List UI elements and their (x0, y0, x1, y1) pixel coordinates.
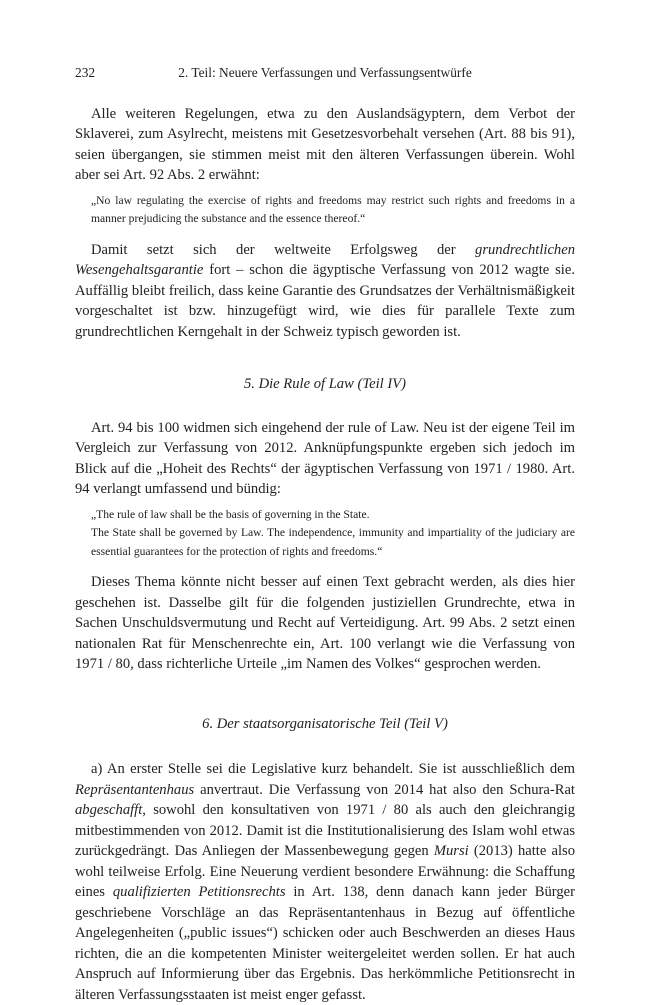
paragraph-5-italic-4: qualifizierten Petitionsrechts (112, 884, 286, 900)
paragraph-5-text-1: a) An erster Stelle sei die Legislative kurz behandelt. Sie ist ausschließlich dem (91, 761, 575, 777)
quote-2-line-2: The State shall be governed by Law. The independence, immunity and impartiality of the judiciary are essential guarantees for the protection of rights and freedoms.“ (91, 526, 575, 558)
paragraph-2-text-a: Damit setzt sich der weltweite Erfolgsweg der (91, 241, 476, 258)
paragraph-4: Dieses Thema könnte nicht besser auf einen Text gebracht werden, als dies hier geschehen ist. Dasselbe gilt für die folgenden justiziellen Grundrechte, etwa in Sachen Unschuldsvermutung und Recht auf Verteidigung. Art. 99 Abs. 2 setzt einen nationalen Rat für Menschenrechte ein, Art. 100 verlangt wie die Verfassung von 1971 / 80, dass richterliche Urteile „im Namen des Volkes“ gesprochen werden. (75, 574, 575, 672)
paragraph-5-text-2: anvertraut. Die Verfassung von 2014 hat also den Schura-Rat (194, 781, 575, 798)
paragraph-2-italic: grundrechtlichen Wesengehaltsgarantie (75, 241, 575, 278)
paragraph-5-text-3: , sowohl den konsultativen von 1971 / 80 als auch den gleichrangig mitbestimmenden von 2012. Damit ist die Institutionalisierung des Islam wohl etwas zurückgedrängt. Das Anliegen der Massenbewegung gegen (75, 802, 575, 859)
paragraph-5 (75, 759, 575, 1005)
book-page (75, 63, 575, 1005)
page-number: 232 (75, 65, 96, 80)
section-heading-5: 5. Die Rule of Law (Teil IV) (243, 376, 406, 392)
paragraph-2 (75, 240, 575, 343)
quote-1-text: „No law regulating the exercise of rights and freedoms may restrict such rights and freedoms in a manner prejudicing the substance and the essence thereof.“ (91, 193, 575, 225)
paragraph-5-text-5: in Art. 138, denn danach kann jeder Bürger geschriebene Vorschläge an das Repräsentantenhaus in Bezug auf öffentliche Angelegenheiten („public issues“) schicken oder auch Beschwerden an dieses Haus richten, die an die kompetenten Minister weitergeleitet werden sollen. Er hat auch Anspruch auf Informierung über das Ergebnis. Das herkömmliche Petitionsrecht in älteren Verfassungsstaaten ist meist enger gefasst. (75, 884, 575, 1003)
paragraph-2-text-b: fort – schon die ägyptische Verfassung von 2012 wagte sie. Auffällig bleibt freilich, dass keine Garantie des Grundsatzes der Verhältnismäßigkeit vorgeschaltet ist bzw. hinzugefügt wird, wie dies für parallele Texte zum grundrechtlichen Kerngehalt in der Schweiz typisch geworden ist. (75, 262, 575, 340)
paragraph-3: Art. 94 bis 100 widmen sich eingehend der rule of Law. Neu ist der eigene Teil im Vergleich zur Verfassung von 2012. Anknüpfungspunkte ergeben sich jedoch im Blick auf die „Hoheit des Rechts“ der ägyptischen Verfassung von 1971 / 1980. Art. 94 verlangt umfassend und bündig: (75, 419, 575, 497)
paragraph-5-text-4: (2013) hatte also wohl teilweise Erfolg. Eine Neuerung verdient besondere Erwähnung: die Schaffung eines (75, 843, 575, 900)
running-title: 2. Teil: Neuere Verfassungen und Verfassungsentwürfe (178, 65, 472, 80)
paragraph-5-italic-3: Mursi (433, 843, 469, 859)
paragraph-1: Alle weiteren Regelungen, etwa zu den Auslandsägyptern, dem Verbot der Sklaverei, zum Asylrecht, meistens mit Gesetzesvorbehalt versehen (Art. 88 bis 91), seien übergangen, sie stimmen meist mit den älteren Verfassungen überein. Wohl aber sei Art. 92 Abs. 2 erwähnt: (75, 105, 575, 183)
running-header (75, 63, 575, 84)
quote-2-line-1: „The rule of law shall be the basis of governing in the State. (91, 507, 370, 521)
paragraph-5-italic-1: Repräsentantenhaus (75, 781, 195, 798)
block-quote-1 (91, 192, 575, 229)
block-quote-2 (91, 506, 575, 562)
section-heading-6: 6. Der staatsorganisatorische Teil (Teil V) (202, 715, 448, 732)
paragraph-5-italic-2: abgeschafft (75, 802, 143, 818)
